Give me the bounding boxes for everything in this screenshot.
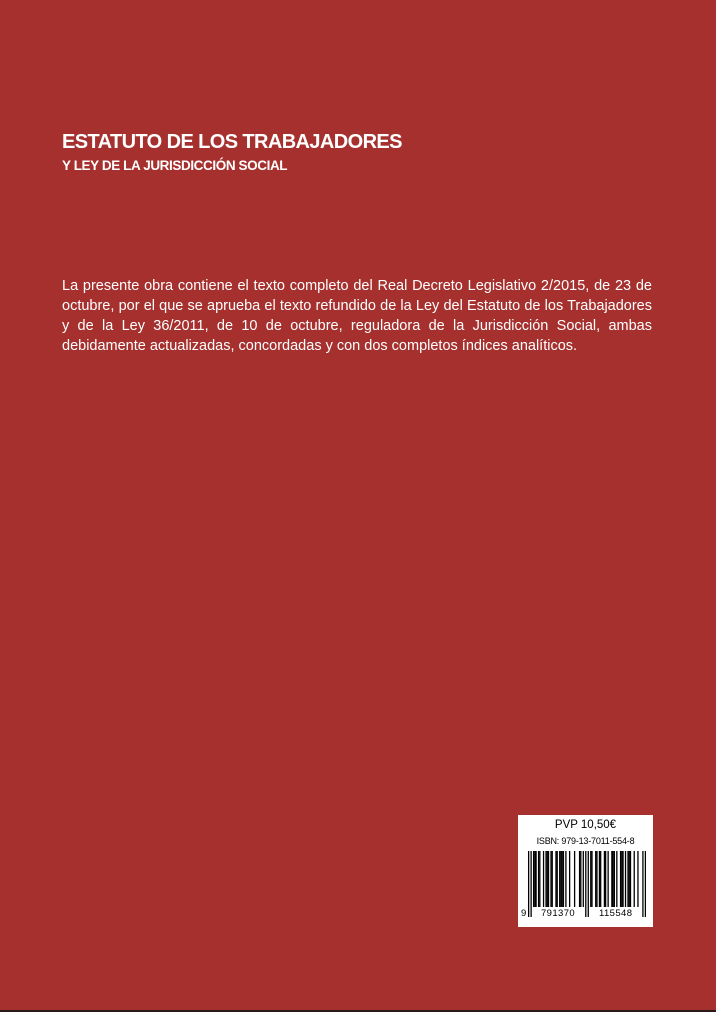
barcode-bar — [607, 851, 608, 907]
barcode-bar — [622, 851, 623, 907]
barcode-bar — [590, 851, 591, 907]
barcode-bar — [621, 851, 622, 907]
barcode-bar — [574, 851, 575, 907]
barcode-bar — [550, 851, 551, 907]
barcode-bar — [634, 851, 635, 907]
barcode-bar — [588, 851, 589, 917]
barcode-bar — [585, 851, 586, 917]
isbn-label: ISBN: 979-13-7011-554-8 — [536, 836, 635, 846]
barcode-bar — [637, 851, 638, 907]
barcode-bar — [599, 851, 600, 907]
barcode-bar — [604, 851, 605, 907]
barcode-bar — [580, 851, 581, 907]
barcode-bar — [548, 851, 549, 907]
barcode-bar — [591, 851, 592, 907]
barcode-bar — [534, 851, 535, 907]
barcode-bar — [563, 851, 564, 907]
barcode-digits-left: 791370 — [541, 908, 576, 919]
book-description: La presente obra contiene el texto completo del Real Decreto Legislativo 2/2015, de 23 de octubre, por el que se aprueba el texto refundido de la Ley del Estatuto de los Trabajadores y de la Ley 36/2011, de 10 de octubre, reguladora de la Jurisdicción Social, ambas debidamente actualizadas, concordadas y con dos completos índices analíticos. — [62, 278, 652, 354]
barcode-bar — [569, 851, 570, 907]
book-title: ESTATUTO DE LOS TRABAJADORES — [62, 131, 402, 153]
barcode-bar — [560, 851, 561, 907]
barcode-bar — [538, 851, 539, 907]
barcode-bar — [642, 851, 643, 917]
barcode-label — [518, 815, 653, 927]
barcode-bar — [583, 851, 584, 907]
barcode-bar — [543, 851, 544, 907]
barcode-bar — [614, 851, 615, 907]
barcode-bar — [579, 851, 580, 907]
barcode-bar — [630, 851, 631, 907]
barcode-digits-right: 115548 — [599, 908, 633, 919]
barcode-bar — [562, 851, 563, 907]
barcode-bar — [625, 851, 626, 907]
barcode-bar — [545, 851, 546, 907]
barcode-bar — [535, 851, 536, 907]
barcode-bar — [552, 851, 553, 907]
book-subtitle: Y LEY DE LA JURISDICCIÓN SOCIAL — [62, 158, 288, 173]
barcode-bar — [539, 851, 540, 907]
barcode-bar — [555, 851, 556, 907]
barcode-bar — [620, 851, 621, 907]
barcode-bar — [528, 851, 529, 917]
barcode-bar — [557, 851, 558, 907]
barcode-bar — [645, 851, 646, 917]
barcode-bar — [565, 851, 566, 907]
barcode-digit-first: 9 — [521, 908, 527, 919]
barcode-bar — [533, 851, 534, 907]
barcode-bar — [611, 851, 612, 907]
price-label: PVP 10,50€ — [554, 819, 617, 831]
barcode-bar — [616, 851, 617, 907]
barcode-bar — [612, 851, 613, 907]
barcode-bar — [596, 851, 597, 907]
barcode-bar — [605, 851, 606, 907]
barcode-bar — [547, 851, 548, 907]
barcode-bar — [595, 851, 596, 907]
barcode-bar — [627, 851, 628, 907]
barcode-bar — [559, 851, 560, 907]
barcode-bar — [629, 851, 630, 907]
barcode-bar — [600, 851, 601, 907]
barcode-bar — [530, 851, 531, 917]
